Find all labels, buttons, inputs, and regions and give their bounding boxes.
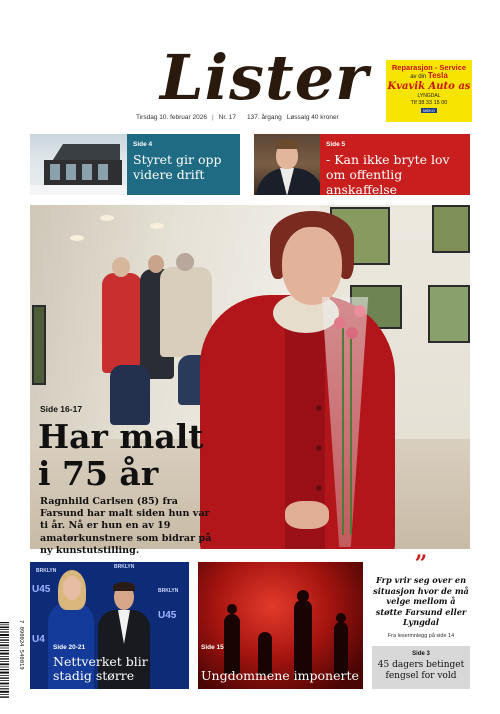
issue-price: Løssalg 40 kroner <box>286 114 339 121</box>
main-story-side: Side 16-17 <box>40 404 83 414</box>
barcode-number: 7 090024 540019 <box>18 620 24 670</box>
main-headline-line2: i 75 år <box>38 454 159 493</box>
ad-brand: Tesla <box>427 71 448 80</box>
woman-face <box>282 227 342 305</box>
bottom-right-teaser[interactable] <box>372 646 470 689</box>
bottom-right-headline: 45 dagers betinget fengsel for vold <box>377 660 465 681</box>
brand-tag: U45 <box>32 584 51 595</box>
man-portrait-photo <box>254 134 320 195</box>
ad-logo <box>386 107 472 115</box>
quote-mark-icon: ” <box>414 551 428 577</box>
bottom-right-side: Side 3 <box>412 651 430 657</box>
ad-line2-prefix: av din <box>410 74 427 80</box>
ad-phone: Tlf 38 33 15 00 <box>410 100 448 106</box>
bottom-left-side: Side 20-21 <box>53 644 86 651</box>
bottom-middle-teaser[interactable] <box>198 562 363 689</box>
ad-company: Kvavik Auto as <box>387 81 471 92</box>
teaser-right[interactable] <box>254 134 470 195</box>
bottom-middle-headline: Ungdommene imponerte <box>201 668 359 683</box>
issue-meta <box>136 114 376 121</box>
quote-source: Fra leserinnlegg på side 14 <box>387 632 455 639</box>
masthead-title: Lister <box>160 41 369 114</box>
ad-line1: Reparasjon - Service <box>391 63 467 72</box>
main-headline-line1: Har malt <box>38 417 204 456</box>
teaser-right-headline: - Kan ikke bryte lov om offentlig anskaffelse <box>326 152 450 197</box>
meta-separator: | <box>211 114 214 121</box>
tesla-service-ad[interactable] <box>386 60 472 122</box>
bottom-middle-side: Side 15 <box>201 644 224 651</box>
bottom-left-headline: Nettverket blir stadig større <box>53 654 148 683</box>
main-headline[interactable] <box>38 418 204 492</box>
teaser-left-side: Side 4 <box>133 141 153 148</box>
issue-number: Nr. 17 <box>218 114 236 121</box>
issue-volume: 137. årgang <box>247 114 282 121</box>
brand-tag: BRKLYN <box>158 588 179 594</box>
teaser-left[interactable] <box>30 134 240 195</box>
brand-tag: BRKLYN <box>114 564 135 570</box>
masthead-logo <box>160 41 369 114</box>
house-photo <box>30 134 127 195</box>
teaser-right-side: Side 5 <box>326 141 346 148</box>
brand-tag: U4 <box>32 634 45 645</box>
ad-location: LYNGDAL <box>417 93 441 99</box>
quote-text: Frp vrir seg over en situasjon hvor de må velge mellom å støtte Farsund eller Lyngdal <box>373 575 469 628</box>
main-lead: Ragnhild Carlsen (85) fra Farsund har malt siden hun var ti år. Nå er hun en av 19 amatørkunstnere som bidrar på ny kunstutstilling. <box>40 496 212 556</box>
meko-logo-icon: MEKO <box>421 108 437 113</box>
bottom-left-teaser[interactable] <box>30 562 189 689</box>
ad-line2 <box>386 72 472 81</box>
quote-box[interactable] <box>372 551 470 639</box>
brand-tag: BRKLYN <box>36 568 57 574</box>
issue-date: Tirsdag 10. februar 2026 <box>136 114 207 121</box>
brand-tag: U45 <box>158 610 177 621</box>
teaser-left-headline: Styret gir opp videre drift <box>133 152 222 182</box>
